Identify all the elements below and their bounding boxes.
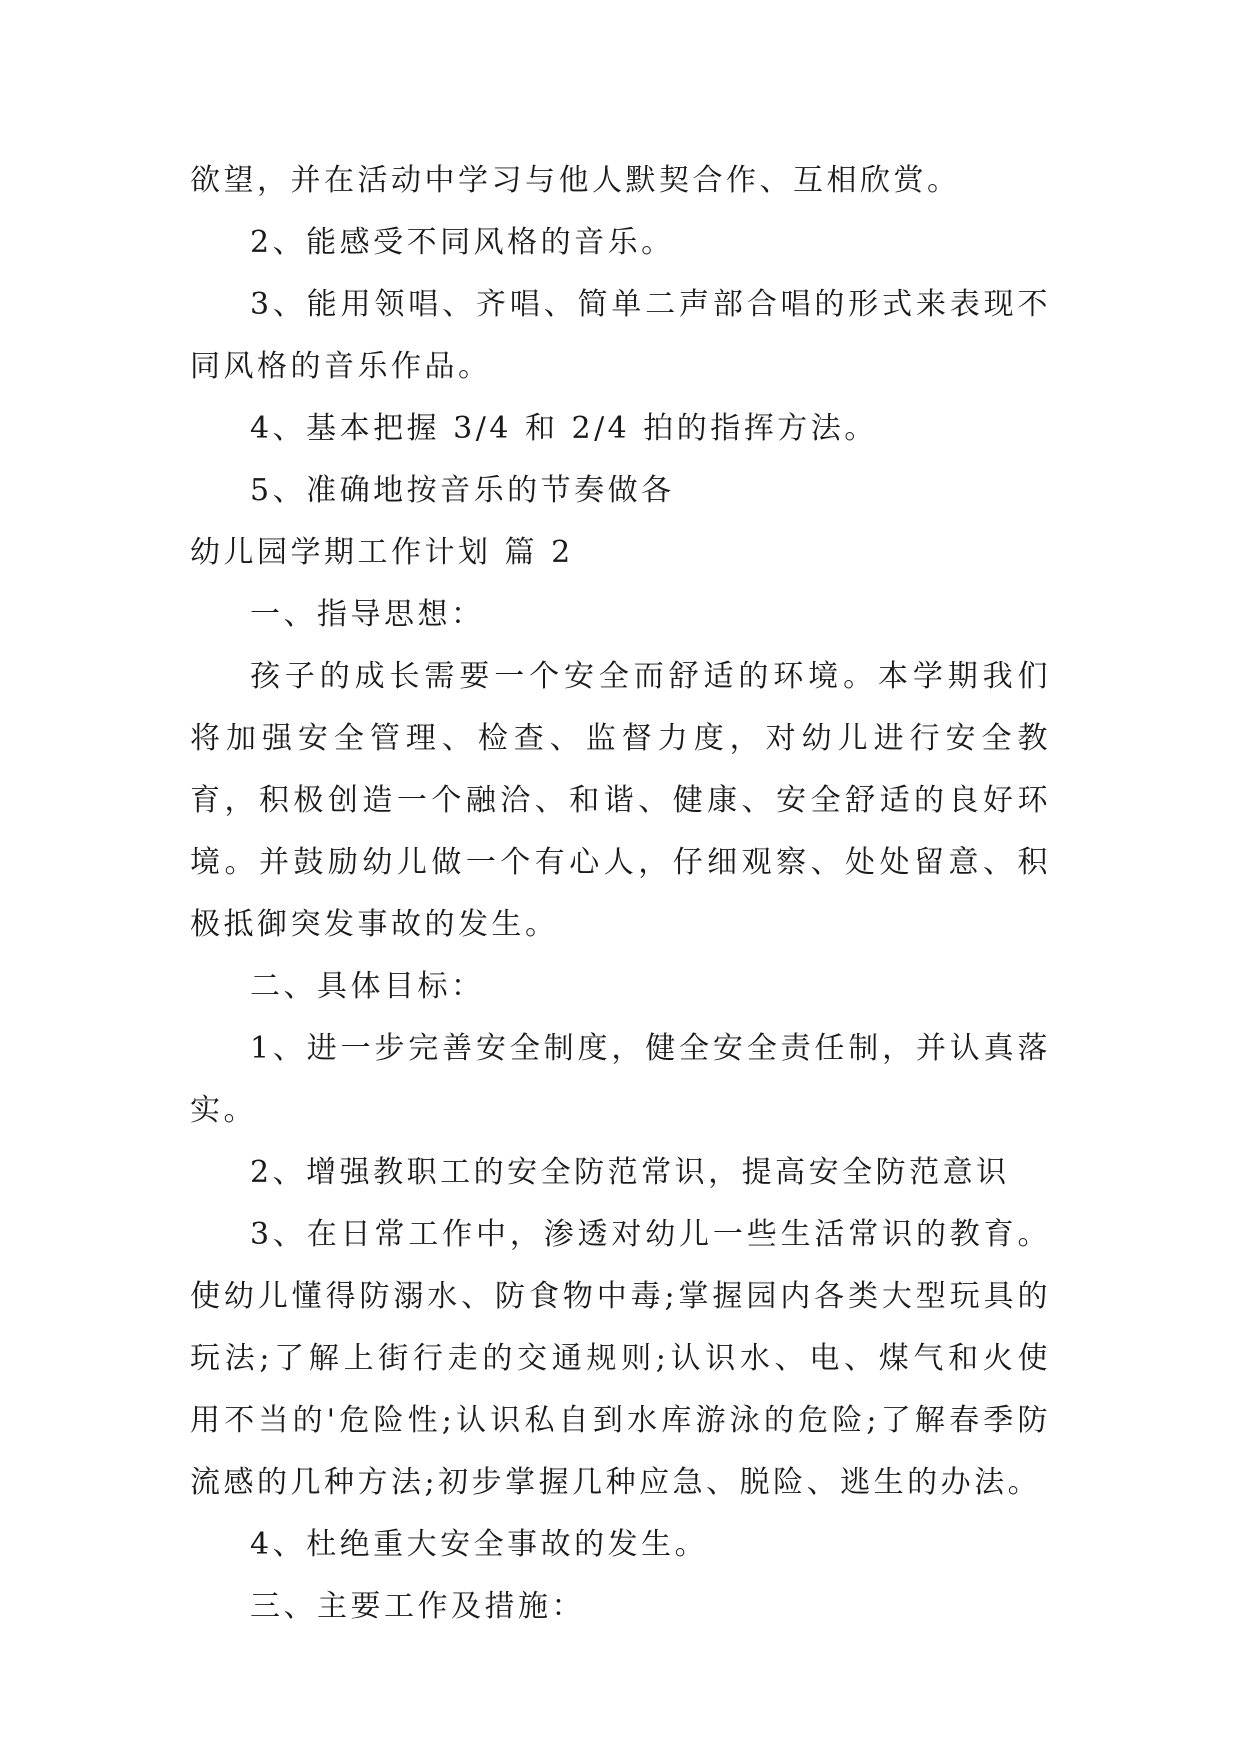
heading-specific-goals: 二、具体目标： xyxy=(250,969,485,1004)
section-title: 幼儿园学期工作计划 篇 2 xyxy=(190,535,574,570)
paragraph-guiding-thought: 孩子的成长需要一个安全而舒适的环境。本学期我们将加强安全管理、检查、监督力度，对幼儿进行安全教育，积极创造一个融洽、和谐、健康、安全舒适的良好环境。并鼓励幼儿做一个有心人，仔细观察、处处留意、积极抵御突发事故的发生。 xyxy=(190,659,1051,942)
paragraph-safety-goal-4: 4、杜绝重大安全事故的发生。 xyxy=(250,1527,709,1562)
heading-main-work: 三、主要工作及措施： xyxy=(250,1589,585,1624)
paragraph-goal-4: 4、基本把握 3/4 和 2/4 拍的指挥方法。 xyxy=(250,411,878,446)
heading-guiding-thought: 一、指导思想： xyxy=(250,597,485,632)
paragraph-goal-3: 3、能用领唱、齐唱、简单二声部合唱的形式来表现不同风格的音乐作品。 xyxy=(190,287,1051,384)
paragraph-continuation: 欲望，并在活动中学习与他人默契合作、互相欣赏。 xyxy=(190,163,961,198)
paragraph-safety-goal-2: 2、增强教职工的安全防范常识，提高安全防范意识 xyxy=(250,1155,1010,1190)
paragraph-safety-goal-1: 1、进一步完善安全制度，健全安全责任制，并认真落实。 xyxy=(190,1031,1051,1128)
paragraph-goal-5: 5、准确地按音乐的节奏做各 xyxy=(250,473,675,508)
paragraph-goal-2: 2、能感受不同风格的音乐。 xyxy=(250,225,675,260)
paragraph-safety-goal-3: 3、在日常工作中，渗透对幼儿一些生活常识的教育。使幼儿懂得防溺水、防食物中毒;掌握园内各类大型玩具的玩法;了解上街行走的交通规则;认识水、电、煤气和火使用不当的'危险性;认识私自到水库游泳的危险;了解春季防流感的几种方法;初步掌握几种应急、脱险、逃生的办法。 xyxy=(190,1217,1051,1500)
